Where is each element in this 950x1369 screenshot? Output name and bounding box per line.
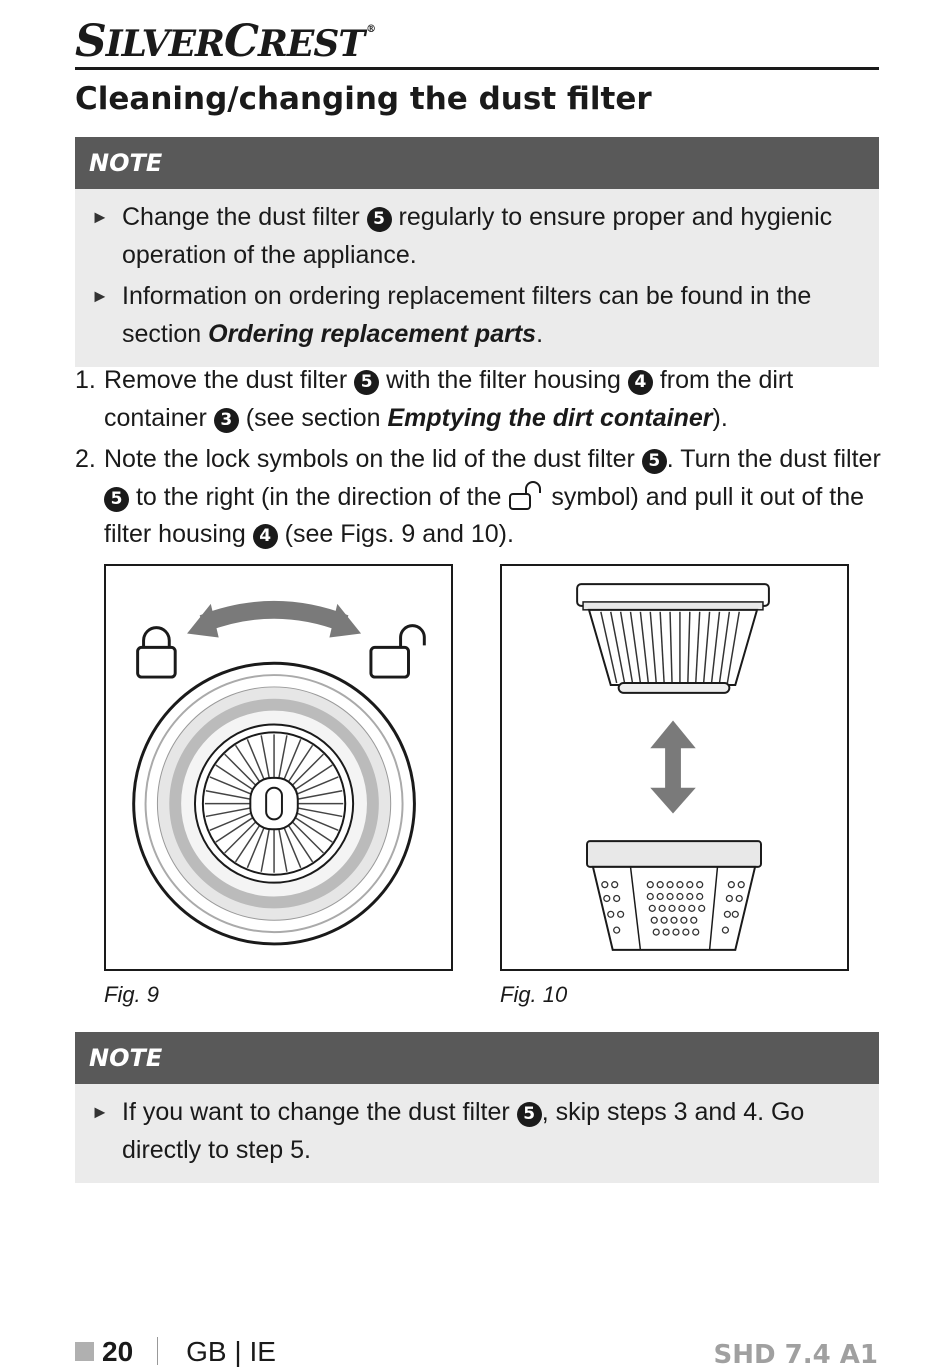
- bullet-triangle-icon: ►: [91, 286, 109, 306]
- model-number: SHD 7.4 A1: [713, 1340, 878, 1369]
- note-item: ► Change the dust filter 5 regularly to ensure proper and hygienic operation of the appliance.: [89, 199, 859, 274]
- lock-closed-icon: [138, 628, 176, 677]
- figure-9: [104, 564, 453, 971]
- note-box-1: [75, 137, 879, 367]
- lock-open-icon: [371, 626, 424, 677]
- step-item: 2. Note the lock symbols on the lid of the dust filter 5 . Turn the dust filter 5 to the right (in the direction of the symbol) and pull it out of the filter housing 4 (see Figs. 9 and 10).: [75, 445, 881, 548]
- figure-caption: Fig. 9: [104, 982, 160, 1007]
- part-number-badge: 5: [642, 449, 667, 474]
- note-item: ► Information on ordering replacement filters can be found in the section Ordering replacement parts.: [89, 278, 859, 353]
- filter-housing-illustration: [587, 841, 761, 950]
- section-title: Cleaning/changing the dust filter: [75, 81, 652, 117]
- page-number: 20: [102, 1336, 134, 1367]
- step-item: 1. Remove the dust filter 5 with the filter housing 4 from the dirt container 3 (see section Emptying the dirt container).: [75, 366, 794, 432]
- lock-open-icon: [508, 481, 544, 511]
- part-number-badge: 5: [367, 207, 392, 232]
- instruction-steps: [75, 362, 885, 558]
- rotate-arrow-icon: [187, 604, 361, 638]
- footer-square-icon: [75, 1342, 94, 1361]
- note-label: NOTE: [75, 1032, 879, 1084]
- bullet-triangle-icon: ►: [91, 1102, 109, 1122]
- footer-divider: [157, 1337, 158, 1365]
- part-number-badge: 5: [517, 1102, 542, 1127]
- part-number-badge: 4: [253, 524, 278, 549]
- language-codes: GB | IE: [186, 1336, 276, 1367]
- part-number-badge: 4: [628, 370, 653, 395]
- dust-filter-illustration: [577, 584, 769, 693]
- note-box-2: [75, 1032, 879, 1183]
- header-rule: [75, 67, 879, 70]
- part-number-badge: 5: [104, 487, 129, 512]
- section-reference: Emptying the dirt container: [387, 403, 713, 432]
- part-number-badge: 5: [354, 370, 379, 395]
- up-down-arrow-icon: [650, 721, 695, 814]
- page-footer: [75, 1336, 276, 1368]
- brand-logo: SILVERCREST ®: [75, 16, 376, 67]
- figure-10: [500, 564, 849, 971]
- figure-caption: Fig. 10: [500, 982, 568, 1007]
- note-label: NOTE: [75, 137, 879, 189]
- part-number-badge: 3: [214, 408, 239, 433]
- filter-top-view: [134, 663, 415, 944]
- note-item: ► If you want to change the dust filter 5 , skip steps 3 and 4. Go directly to step 5.: [89, 1094, 859, 1169]
- bullet-triangle-icon: ►: [91, 207, 109, 227]
- section-reference: Ordering replacement parts: [208, 319, 537, 348]
